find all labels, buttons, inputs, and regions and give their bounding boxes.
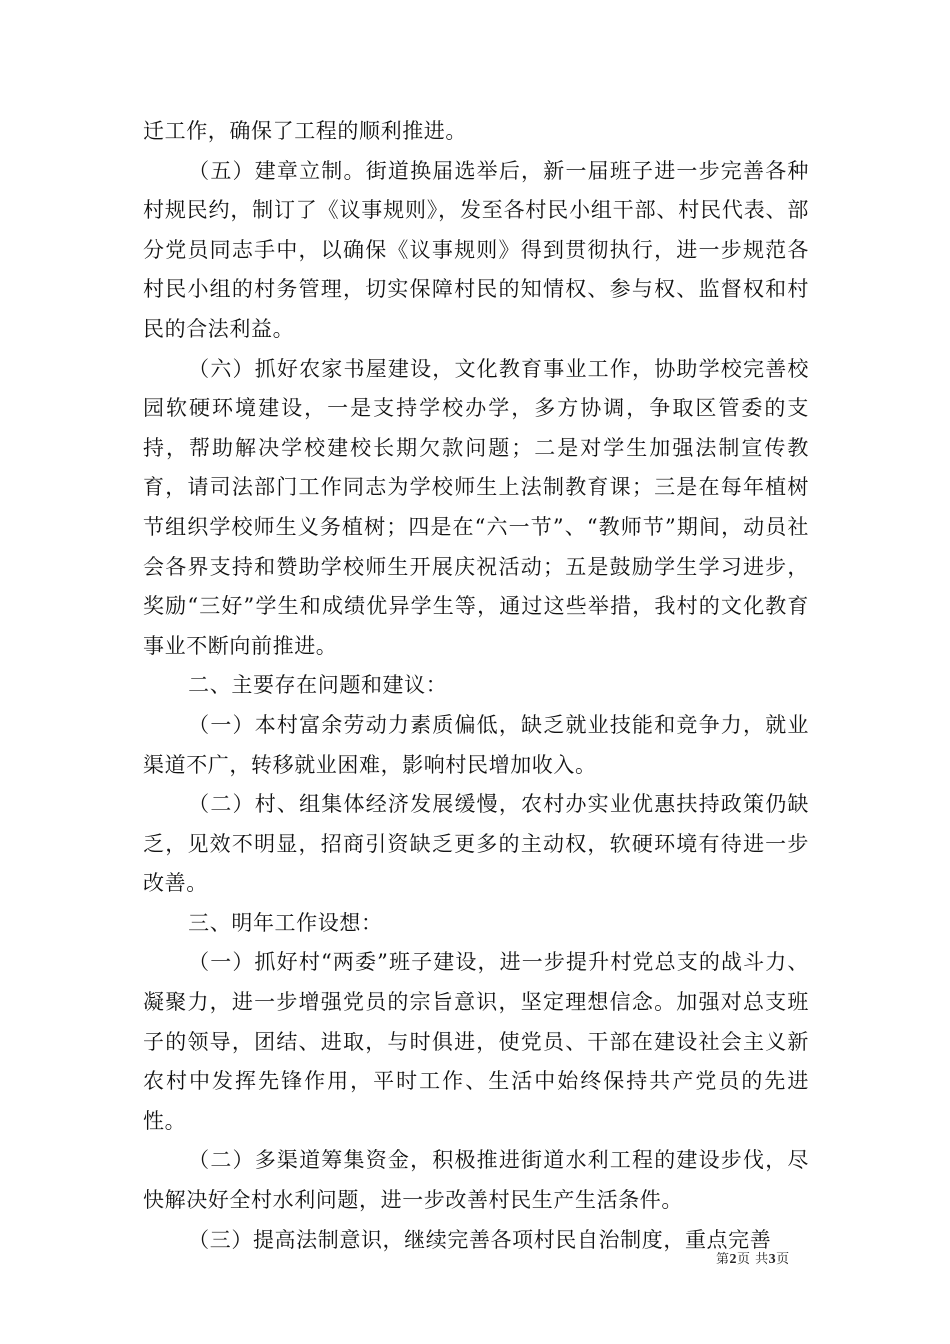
paragraph-plan-one: （一）抓好村“两委”班子建设，进一步提升村党总支的战斗力、凝聚力，进一步增强党员的宗旨意识，坚定理想信念。加强对总支班子的领导，团结、进取，与时俱进，使党员、干部在建设社会主义新农村中发挥先锋作用，平时工作、生活中始终保持共产党员的先进性。 [143,950,809,1133]
footer-page-number: 2 [729,1252,738,1267]
paragraph-plan-three: （三）提高法制意识，继续完善各项村民自治制度，重点完善 [188,1227,772,1252]
footer-suffix: 页 [776,1252,790,1267]
footer-total-pages: 3 [768,1252,777,1267]
paragraph-problem-two: （二）村、组集体经济发展缓慢，农村办实业优惠扶持政策仍缺乏，见效不明显，招商引资缺乏更多的主动权，软硬环境有待进一步改善。 [143,792,809,896]
document-body [143,112,809,1260]
paragraph-item-six: （六）抓好农家书屋建设，文化教育事业工作，协助学校完善校园软硬环境建设，一是支持学校办学，多方协调，争取区管委的支持，帮助解决学校建校长期欠款问题；二是对学生加强法制宣传教育，请司法部门工作同志为学校师生上法制教育课；三是在每年植树节组织学校师生义务植树；四是在“六一节”、“教师节”期间，动员社会各界支持和赞助学校师生开展庆祝活动；五是鼓励学生学习进步，奖励“三好”学生和成绩优异学生等，通过这些举措，我村的文化教育事业不断向前推进。 [143,356,809,658]
paragraph-continuation: 迁工作，确保了工程的顺利推进。 [143,119,467,143]
paragraph-plan-two: （二）多渠道筹集资金，积极推进街道水利工程的建设步伐，尽快解决好全村水利问题，进一步改善村民生产生活条件。 [143,1148,809,1213]
section-heading-plans: 三、明年工作设想： [188,910,383,935]
page-number-footer [716,1248,790,1268]
paragraph-problem-one: （一）本村富余劳动力素质偏低，缺乏就业技能和竞争力，就业渠道不广，转移就业困难，影响村民增加收入。 [143,712,809,777]
paragraph-item-five: （五）建章立制。街道换届选举后，新一届班子进一步完善各种村规民约，制订了《议事规则》，发至各村民小组干部、村民代表、部分党员同志手中，以确保《议事规则》得到贯彻执行，进一步规范各村民小组的村务管理，切实保障村民的知情权、参与权、监督权和村民的合法利益。 [143,158,809,341]
footer-prefix: 第 [716,1252,730,1267]
footer-middle: 页 共 [737,1252,769,1267]
section-heading-problems: 二、主要存在问题和建议： [188,673,448,698]
